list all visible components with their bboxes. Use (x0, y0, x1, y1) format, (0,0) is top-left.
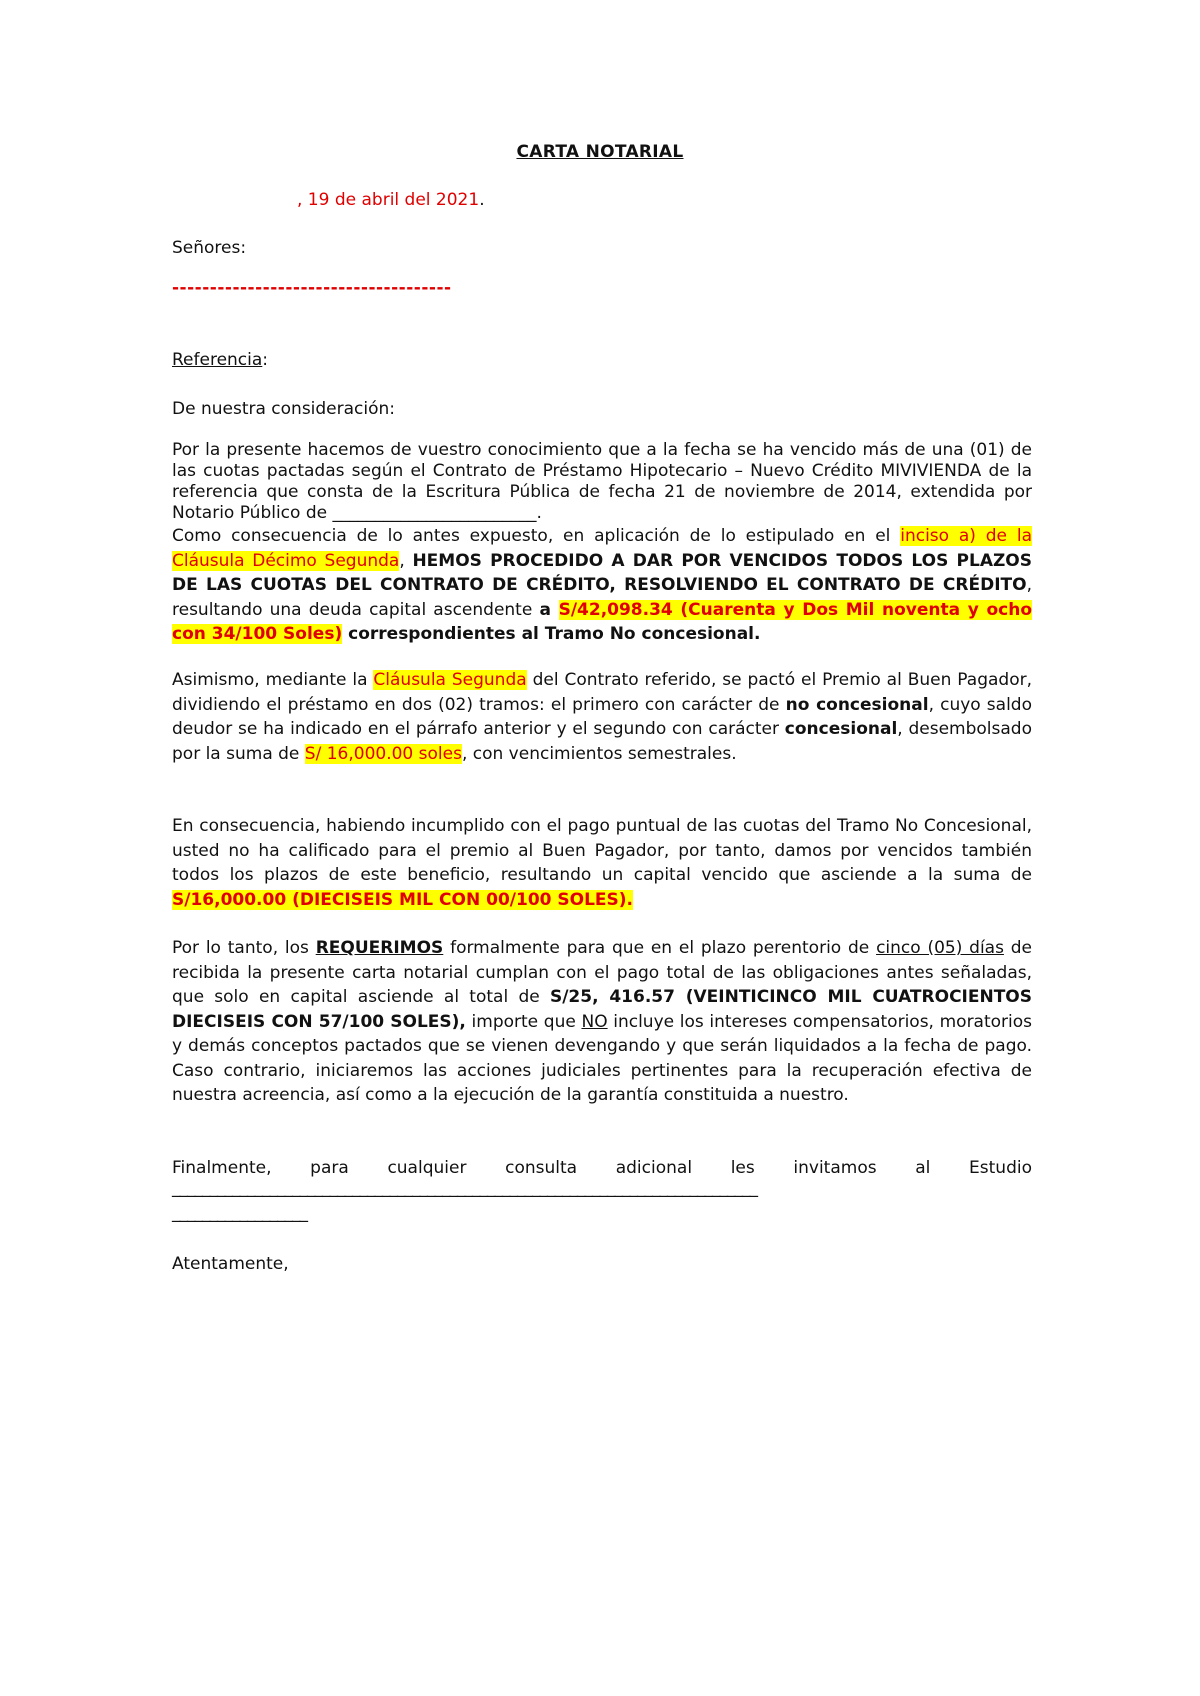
p2-bold1: no concesional (785, 694, 929, 715)
p4-text2: formalmente para que en el plazo perentorio de (443, 938, 877, 958)
blank-rule-2: __________________ (172, 1203, 307, 1223)
salutation: Señores: (172, 238, 247, 258)
closing: Atentamente, (172, 1254, 289, 1274)
paragraph-3 (172, 814, 1032, 912)
reference-line (172, 350, 268, 370)
p2-bold2: concesional (784, 719, 898, 739)
p2-text1: Asimismo, mediante la (172, 670, 374, 690)
p3-text1: En consecuencia, habiendo incumplido con el pago puntual de las cuotas del Tramo No Concesional, usted no ha calificado para el premio al Buen Pagador, por tanto, damos por vencidos también todos los plazos de este beneficio, resultando un capital vencido que asciende a la suma de (172, 816, 1032, 885)
p1-text2: Como consecuencia de lo antes expuesto, en aplicación de lo estipulado en el (172, 526, 901, 546)
p2-clause: Cláusula Segunda (373, 670, 527, 690)
reference-colon: : (262, 350, 269, 370)
p4-text5: incluye los intereses compensatorios, moratorios y demás conceptos pactados que se vienen devengando y que serán liquidados a la fecha de pago. Caso contrario, iniciaremos las acciones judiciales pertinentes para la recuperación efectiva de nuestra acreencia, así como a la ejecución de la garantía constituida a nuestro. (172, 1011, 1033, 1105)
p4-days: cinco (05) días (876, 938, 1004, 958)
p2-amount: S/ 16,000.00 soles (304, 743, 462, 764)
p4-total: S/25, 416.57 (VEINTICINCO MIL CUATROCIENTOS DIECISEIS CON 57/100 SOLES), (172, 987, 1033, 1032)
paragraph-1a (172, 440, 1032, 524)
p1-bold1: HEMOS PROCEDIDO A DAR POR VENCIDOS TODOS LOS PLAZOS DE LAS CUOTAS DEL CONTRATO DE CRÉDITO, RESOLVIENDO EL CONTRATO DE CRÉDITO (172, 550, 1033, 595)
p2-text3: , cuyo saldo deudor se ha indicado en el párrafo anterior y el segundo con carácter (172, 694, 1032, 739)
p1-clause-ref: inciso a) de la Cláusula Décimo Segunda (172, 526, 1032, 571)
date-suffix: . (479, 190, 485, 210)
paragraph-1b (172, 524, 1032, 647)
p4-text3: de recibida la presente carta notarial cumplan con el pago total de las obligaciones antes señaladas, que solo en capital asciende al total de (172, 938, 1033, 1007)
p4-text1: Por lo tanto, los (172, 938, 316, 958)
document-title: CARTA NOTARIAL (516, 142, 684, 162)
p4-no: NO (581, 1011, 608, 1032)
paragraph-5: Finalmente, para cualquier consulta adicional les invitamos al Estudio (172, 1158, 1032, 1178)
recipient-placeholder: ------------------------------------- (172, 278, 452, 298)
p4-req: REQUERIMOS (315, 938, 444, 958)
p1-bold2: a (539, 599, 559, 620)
p2-text4: , desembolsado por la suma de (172, 719, 1032, 764)
p1-bold3: correspondientes al Tramo No concesional. (342, 624, 761, 644)
p1-text3: , (399, 550, 413, 571)
p1-text4: , resultando una deuda capital ascendente (172, 575, 1032, 620)
letter-date (297, 190, 485, 210)
p2-text2: del Contrato referido, se pactó el Premio al Buen Pagador, dividiendo el préstamo en dos (02) tramos: el primero con carácter de (172, 670, 1032, 715)
reference-label: Referencia (172, 350, 263, 370)
blank-rule-1: ______________________________________________________________________________ (172, 1178, 757, 1198)
p4-text4: importe que (465, 1011, 582, 1032)
p1-amount: S/42,098.34 (Cuarenta y Dos Mil noventa y ocho con 34/100 Soles) (172, 599, 1033, 644)
greeting: De nuestra consideración: (172, 399, 396, 419)
paragraph-4 (172, 936, 1032, 1108)
p3-amount: S/16,000.00 (DIECISEIS MIL CON 00/100 SOLES). (172, 889, 634, 910)
date-text: , 19 de abril del 2021 (297, 190, 480, 210)
p2-text5: , con vencimientos semestrales. (461, 743, 737, 764)
p1-text1: Por la presente hacemos de vuestro conocimiento que a la fecha se ha vencido más de una (01) de las cuotas pactadas según el Contrato de Préstamo Hipotecario – Nuevo Crédito MIVIVIENDA de la referencia que consta de la Escritura Pública de fecha 21 de noviembre de 2014, extendida por Notario Público de ________________________. (172, 440, 1032, 523)
paragraph-2 (172, 668, 1032, 766)
